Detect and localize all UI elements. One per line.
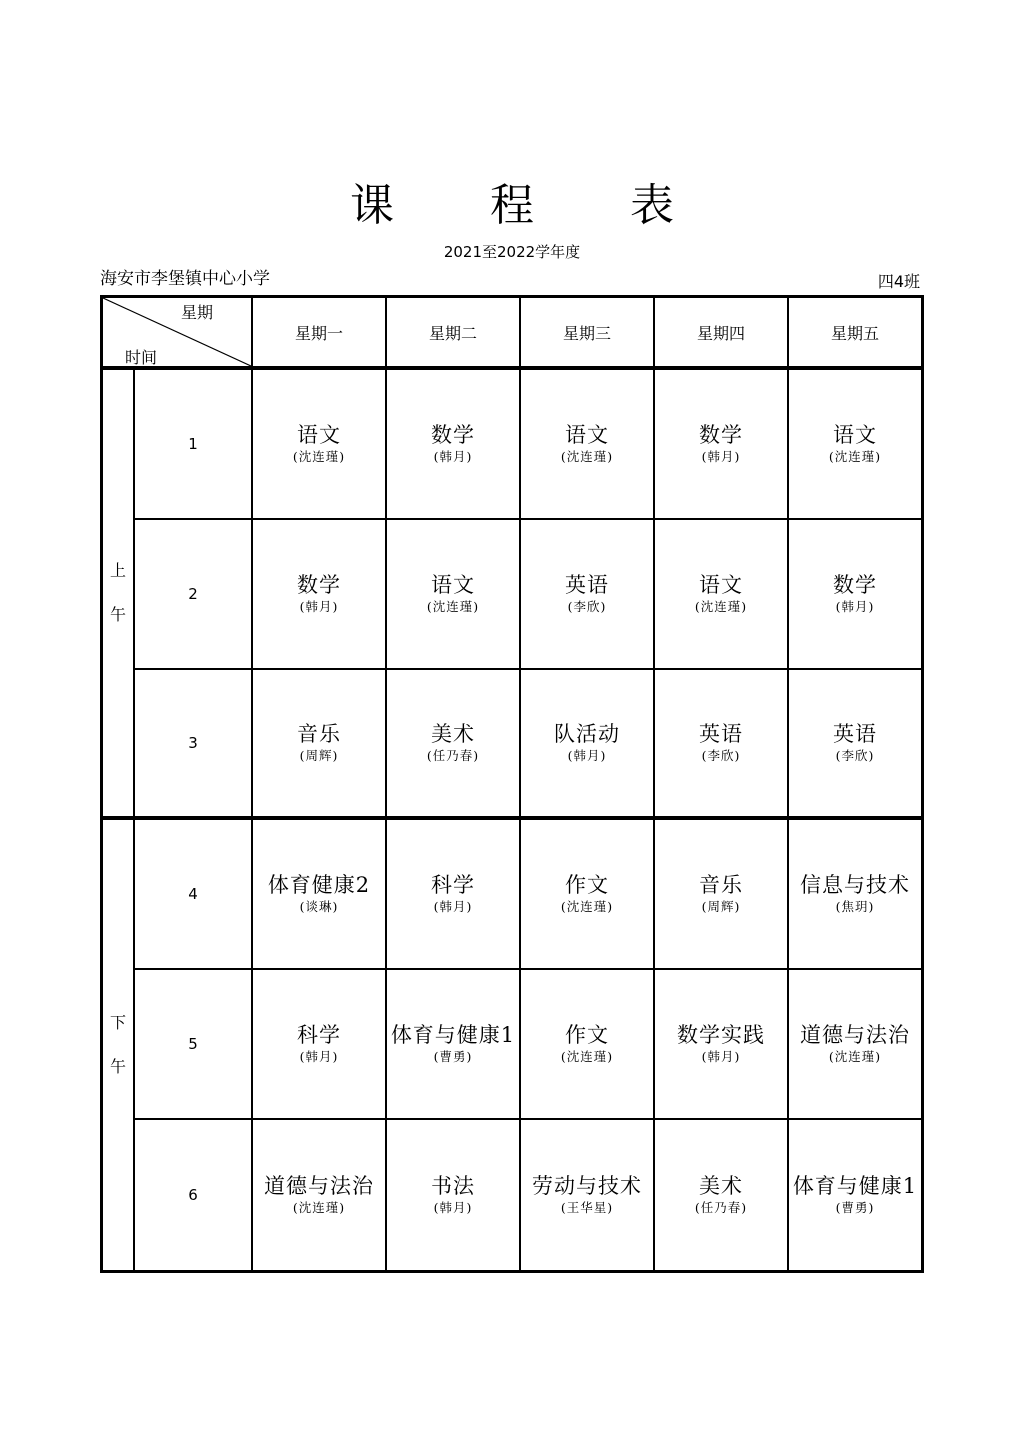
course-cell	[387, 1120, 521, 1270]
timetable	[100, 295, 924, 1273]
corner-day-label: 星期	[181, 303, 214, 322]
course-teacher: (韩月)	[299, 1049, 339, 1064]
course-subject: 语文	[833, 423, 877, 447]
course-teacher: (沈连瑾)	[560, 449, 614, 464]
course-teacher: (任乃春)	[694, 1200, 748, 1215]
day-header: 星期二	[387, 298, 521, 370]
course-subject: 语文	[431, 573, 475, 597]
course-teacher: (沈连瑾)	[560, 899, 614, 914]
period-number: 4	[135, 820, 253, 970]
course-subject: 语文	[699, 573, 743, 597]
course-teacher: (李欣)	[701, 748, 741, 763]
course-cell	[789, 970, 921, 1120]
course-teacher: (韩月)	[701, 1049, 741, 1064]
course-subject: 英语	[565, 573, 609, 597]
period-number: 1	[135, 370, 253, 520]
course-teacher: (李欣)	[567, 599, 607, 614]
session-char: 午	[109, 1057, 126, 1076]
course-cell	[521, 370, 655, 520]
course-subject: 数学实践	[677, 1023, 765, 1047]
course-subject: 音乐	[699, 873, 743, 897]
course-teacher: (周辉)	[299, 748, 339, 763]
title-char: 程	[490, 180, 534, 231]
course-subject: 道德与法治	[264, 1174, 374, 1198]
course-subject: 美术	[431, 722, 475, 746]
course-teacher: (谈琳)	[299, 899, 339, 914]
session-label	[108, 1001, 128, 1089]
session-char: 午	[109, 605, 126, 624]
course-teacher: (韩月)	[701, 449, 741, 464]
course-teacher: (沈连瑾)	[828, 1049, 882, 1064]
course-cell	[253, 970, 387, 1120]
period-number: 2	[135, 520, 253, 670]
course-subject: 科学	[297, 1023, 341, 1047]
period-number: 5	[135, 970, 253, 1120]
course-subject: 语文	[565, 423, 609, 447]
course-teacher: (韩月)	[299, 599, 339, 614]
period-number: 6	[135, 1120, 253, 1270]
session-char: 上	[109, 561, 126, 580]
day-header: 星期五	[789, 298, 921, 370]
course-subject: 体育健康2	[267, 873, 371, 897]
course-cell	[655, 1120, 789, 1270]
course-cell	[655, 670, 789, 820]
course-teacher: (曹勇)	[433, 1049, 473, 1064]
course-subject: 科学	[431, 873, 475, 897]
course-teacher: (沈连瑾)	[694, 599, 748, 614]
course-subject: 体育与健康1	[792, 1174, 918, 1198]
course-cell	[387, 970, 521, 1120]
course-cell	[789, 1120, 921, 1270]
course-teacher: (周辉)	[701, 899, 741, 914]
course-subject: 数学	[699, 423, 743, 447]
course-subject: 信息与技术	[800, 873, 910, 897]
course-teacher: (沈连瑾)	[426, 599, 480, 614]
corner-time-label: 时间	[125, 348, 158, 367]
course-teacher: (沈连瑾)	[292, 1200, 346, 1215]
course-cell	[387, 670, 521, 820]
course-cell	[253, 520, 387, 670]
course-subject: 体育与健康1	[390, 1023, 516, 1047]
course-cell	[521, 520, 655, 670]
course-cell	[789, 820, 921, 970]
course-teacher: (韩月)	[835, 599, 875, 614]
school-name: 海安市李堡镇中心小学	[100, 269, 270, 289]
day-header: 星期四	[655, 298, 789, 370]
course-cell	[253, 820, 387, 970]
session-char: 下	[109, 1013, 126, 1032]
page-title	[0, 178, 1024, 234]
course-cell	[387, 520, 521, 670]
course-teacher: (李欣)	[835, 748, 875, 763]
session-afternoon	[103, 820, 135, 1270]
course-cell	[387, 370, 521, 520]
course-cell	[655, 970, 789, 1120]
course-teacher: (王华星)	[560, 1200, 614, 1215]
course-cell	[253, 1120, 387, 1270]
course-subject: 书法	[431, 1174, 475, 1198]
title-char: 表	[630, 180, 674, 231]
school-year: 2021至2022学年度	[443, 243, 581, 261]
session-label	[108, 549, 128, 637]
course-teacher: (沈连瑾)	[560, 1049, 614, 1064]
course-teacher: (韩月)	[433, 1200, 473, 1215]
course-cell	[387, 820, 521, 970]
course-subject: 队活动	[554, 722, 620, 746]
course-subject: 英语	[699, 722, 743, 746]
course-subject: 道德与法治	[800, 1023, 910, 1047]
course-teacher: (曹勇)	[835, 1200, 875, 1215]
course-subject: 美术	[699, 1174, 743, 1198]
course-cell	[789, 520, 921, 670]
course-cell	[521, 820, 655, 970]
course-subject: 语文	[297, 423, 341, 447]
title-char: 课	[350, 180, 394, 231]
course-subject: 数学	[431, 423, 475, 447]
course-subject: 劳动与技术	[532, 1174, 642, 1198]
course-subject: 作文	[565, 1023, 609, 1047]
class-label: 四4班	[877, 272, 920, 291]
course-subject: 音乐	[297, 722, 341, 746]
course-cell	[789, 670, 921, 820]
course-cell	[655, 520, 789, 670]
course-cell	[521, 1120, 655, 1270]
course-cell	[655, 370, 789, 520]
course-cell	[521, 970, 655, 1120]
course-cell	[521, 670, 655, 820]
course-teacher: (韩月)	[433, 449, 473, 464]
course-teacher: (韩月)	[433, 899, 473, 914]
course-subject: 英语	[833, 722, 877, 746]
day-header: 星期一	[253, 298, 387, 370]
session-morning	[103, 370, 135, 820]
course-subject: 数学	[833, 573, 877, 597]
course-teacher: (沈连瑾)	[828, 449, 882, 464]
course-cell	[253, 370, 387, 520]
course-teacher: (沈连瑾)	[292, 449, 346, 464]
course-cell	[253, 670, 387, 820]
course-teacher: (焦玥)	[835, 899, 875, 914]
course-teacher: (任乃春)	[426, 748, 480, 763]
course-cell	[789, 370, 921, 520]
course-teacher: (韩月)	[567, 748, 607, 763]
corner-header-cell	[103, 298, 253, 370]
course-subject: 作文	[565, 873, 609, 897]
period-number: 3	[135, 670, 253, 820]
course-cell	[655, 820, 789, 970]
day-header: 星期三	[521, 298, 655, 370]
course-subject: 数学	[297, 573, 341, 597]
